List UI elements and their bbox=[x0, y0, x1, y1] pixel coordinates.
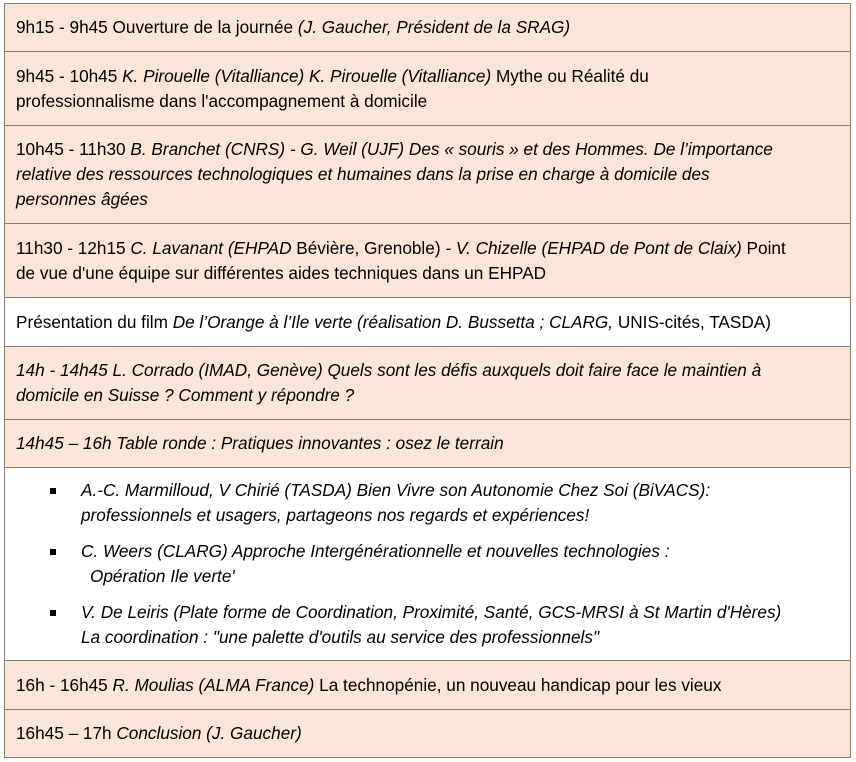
session-title-continued: professionnalisme dans l'accompagnement à domicile bbox=[16, 90, 428, 111]
session-title-continued: de vue d'une équipe sur différentes aides techniques dans un EHPAD bbox=[16, 262, 547, 283]
row-text bbox=[16, 310, 840, 335]
program-row bbox=[5, 710, 850, 757]
row-text bbox=[16, 721, 840, 746]
row-text bbox=[16, 236, 840, 261]
session-title: Mythe ou Réalité du bbox=[495, 65, 649, 86]
session-title: Point bbox=[746, 237, 786, 258]
program-row bbox=[5, 661, 850, 710]
bullet-icon bbox=[50, 610, 56, 616]
time-slot: 11h30 - 12h15 bbox=[16, 237, 126, 258]
session-speakers: K. Pirouelle (Vitalliance) K. Pirouelle (Vitalliance) bbox=[122, 65, 492, 86]
list-item-text: C. Weers (CLARG) Approche Intergénérationnelle et nouvelles technologies : bbox=[81, 541, 670, 561]
bullet-list bbox=[16, 478, 840, 650]
session-text: domicile en Suisse ? Comment y répondre ? bbox=[16, 385, 355, 405]
list-item bbox=[16, 600, 840, 650]
time-slot: 16h - 16h45 bbox=[16, 674, 108, 695]
session-text: UNIS-cités, TASDA) bbox=[617, 311, 771, 332]
session-title: Conclusion (J. Gaucher) bbox=[116, 723, 302, 743]
film-title: De l’Orange à l’Ile verte (réalisation D. Bussetta ; CLARG, bbox=[172, 311, 614, 332]
session-speaker: R. Moulias (ALMA France) bbox=[112, 674, 315, 695]
session-text: 14h - 14h45 L. Corrado (IMAD, Genève) Quels sont les défis auxquels doit faire face le maintien à bbox=[16, 360, 762, 380]
session-text: B. Branchet (CNRS) - G. Weil (UJF) Des « souris » et des Hommes. De l’importance bbox=[130, 139, 773, 159]
row-text bbox=[16, 673, 840, 698]
program-row bbox=[5, 126, 850, 224]
session-title: La technopénie, un nouveau handicap pour les vieux bbox=[319, 674, 722, 695]
program-row bbox=[5, 52, 850, 126]
program-row bbox=[5, 347, 850, 420]
time-slot: 16h45 – 17h bbox=[16, 723, 112, 743]
session-speaker: C. Lavanant (EHPAD bbox=[130, 237, 292, 258]
list-item-text: La coordination : "une palette d'outils au service des professionnels" bbox=[81, 627, 600, 647]
session-title: Ouverture de la journée bbox=[112, 17, 294, 37]
session-place: Bévière, Grenoble) bbox=[296, 237, 441, 258]
row-text bbox=[16, 137, 840, 162]
bullet-icon bbox=[50, 488, 56, 494]
list-item-text: V. De Leiris (Plate forme de Coordination, Proximité, Santé, GCS-MRSI à St Martin d'Hères) bbox=[81, 602, 782, 622]
round-table-list bbox=[5, 468, 850, 661]
time-slot: 10h45 - 11h30 bbox=[16, 139, 126, 159]
list-item-text: professionnels et usagers, partageons nos regards et expériences! bbox=[81, 505, 590, 525]
program-row bbox=[5, 224, 850, 298]
program-row bbox=[5, 298, 850, 347]
row-text bbox=[16, 15, 840, 40]
list-item bbox=[16, 478, 840, 528]
program-row bbox=[5, 4, 850, 52]
session-text: 14h45 – 16h Table ronde : Pratiques innovantes : osez le terrain bbox=[16, 433, 504, 453]
session-speaker: (J. Gaucher, Président de la SRAG) bbox=[297, 17, 571, 37]
session-text: personnes âgées bbox=[16, 189, 148, 209]
session-speaker: - V. Chizelle (EHPAD de Pont de Claix) bbox=[445, 237, 742, 258]
session-text: Présentation du film bbox=[16, 311, 168, 332]
time-slot: 9h15 - 9h45 bbox=[16, 17, 108, 37]
list-item bbox=[16, 539, 840, 589]
program-table bbox=[4, 3, 851, 758]
list-item-text: A.-C. Marmilloud, V Chirié (TASDA) Bien Vivre son Autonomie Chez Soi (BiVACS): bbox=[81, 480, 711, 500]
list-item-text: Opération Ile verte' bbox=[90, 566, 235, 586]
program-row bbox=[5, 420, 850, 468]
row-text bbox=[16, 64, 840, 89]
session-text: relative des ressources technologiques et humaines dans la prise en charge à domicile des bbox=[16, 164, 710, 184]
time-slot: 9h45 - 10h45 bbox=[16, 65, 118, 86]
bullet-icon bbox=[50, 549, 56, 555]
